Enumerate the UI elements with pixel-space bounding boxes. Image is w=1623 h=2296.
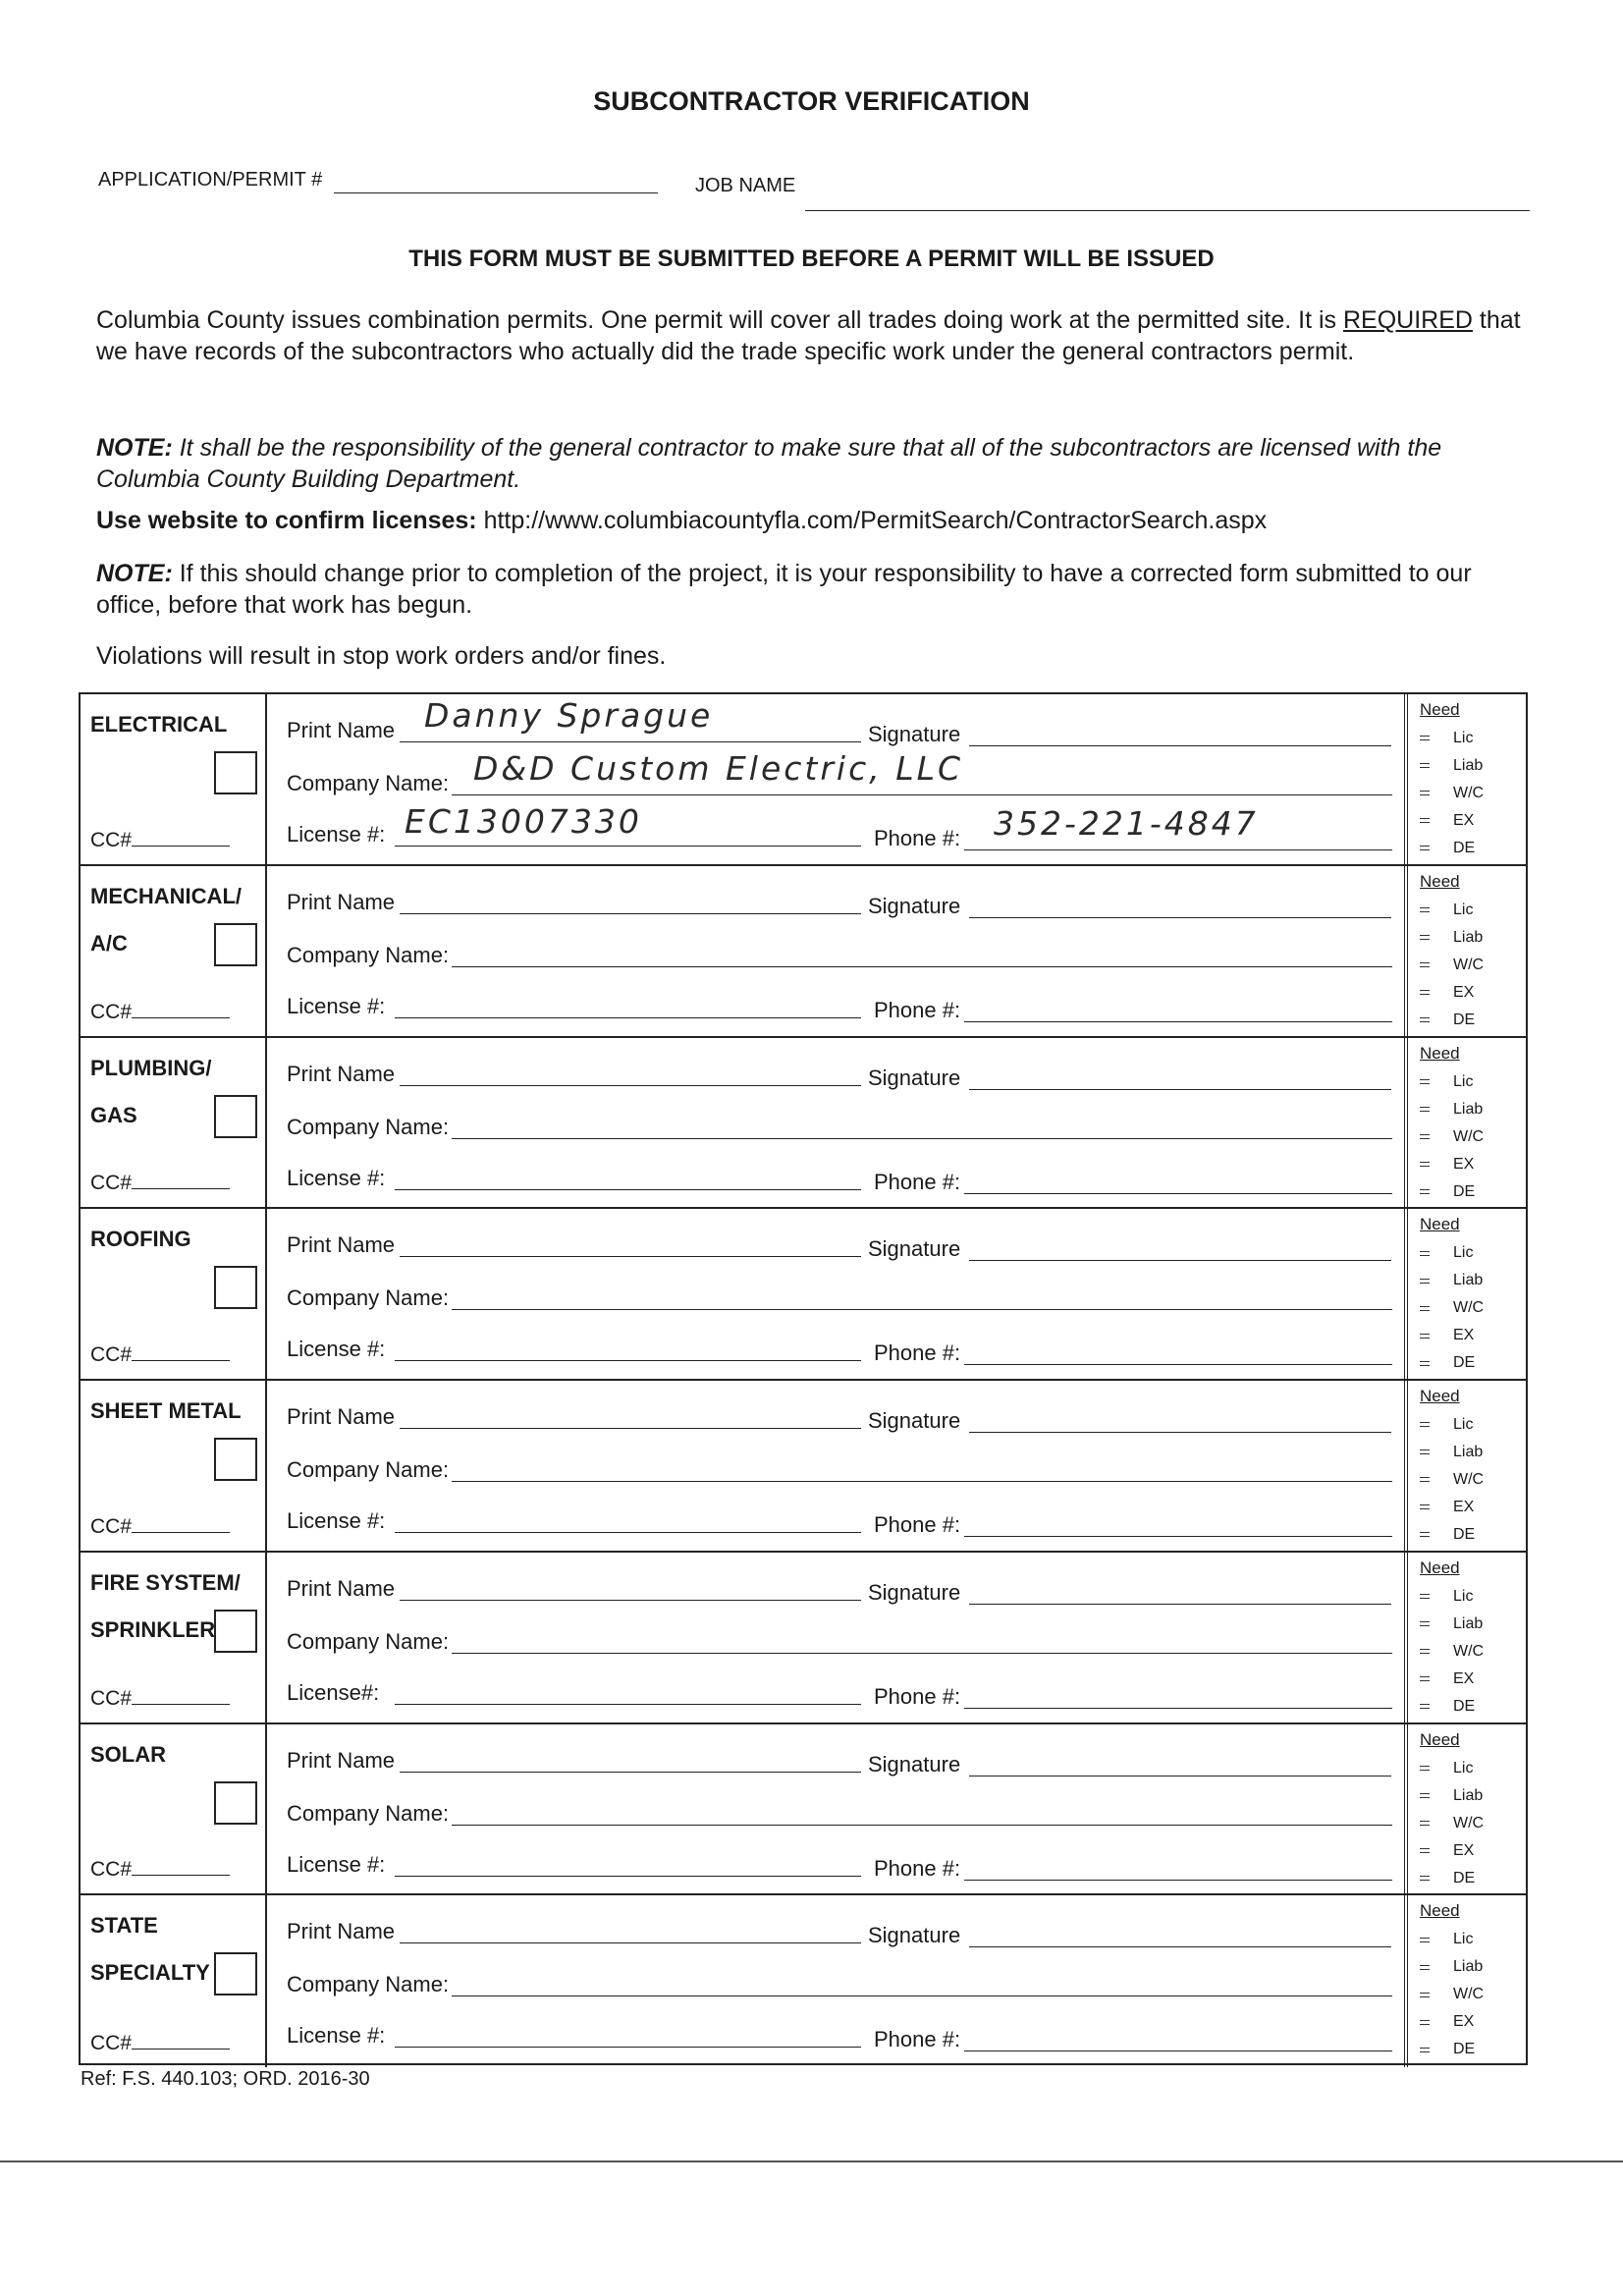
need-checkbox[interactable]: [1420, 763, 1430, 768]
need-option-wc[interactable]: [1420, 1299, 1484, 1317]
trade-checkbox[interactable]: [214, 1438, 257, 1481]
need-option-de[interactable]: [1420, 1011, 1475, 1029]
trade-row-plumbing: [81, 1038, 1526, 1210]
need-option-lic[interactable]: [1420, 1244, 1473, 1262]
need-checkbox[interactable]: [1420, 2048, 1430, 2052]
need-checkbox[interactable]: [1420, 2020, 1430, 2025]
print-name-field[interactable]: [400, 1772, 861, 1773]
note-label: NOTE:: [96, 560, 173, 587]
need-heading: Need: [1420, 1215, 1460, 1234]
need-option-label: Liab: [1453, 1786, 1484, 1804]
need-checkbox[interactable]: [1420, 1821, 1430, 1826]
need-option-de[interactable]: [1420, 1870, 1475, 1887]
signature-field[interactable]: [969, 917, 1391, 918]
need-option-label: Lic: [1453, 1072, 1474, 1090]
need-checkbox[interactable]: [1420, 1134, 1430, 1139]
need-column: [1404, 1895, 1526, 2067]
submission-warning: THIS FORM MUST BE SUBMITTED BEFORE A PERMIT WILL BE ISSUED: [408, 246, 1215, 272]
company-name-label: Company Name:: [287, 1972, 450, 1997]
need-option-de[interactable]: [1420, 1183, 1475, 1201]
need-heading: Need: [1420, 700, 1460, 719]
license-field[interactable]: [395, 1876, 861, 1877]
need-option-liab[interactable]: [1420, 1958, 1483, 1976]
cc-label: CC#: [90, 828, 133, 851]
need-option-lic[interactable]: [1420, 1760, 1473, 1777]
phone-field[interactable]: [964, 1536, 1392, 1537]
license-label: License #:: [287, 1851, 386, 1877]
signature-label: Signature: [868, 1923, 961, 1948]
need-checkbox[interactable]: [1420, 1965, 1430, 1970]
print-name-field[interactable]: [400, 913, 861, 914]
print-name-label: Print Name: [287, 889, 396, 914]
company-name-label: Company Name:: [287, 1114, 450, 1139]
trade-checkbox[interactable]: [214, 751, 257, 794]
phone-value: 352-221-4847: [994, 804, 1259, 843]
company-name-label: Company Name:: [287, 1800, 450, 1826]
need-checkbox[interactable]: [1420, 1361, 1430, 1366]
need-column: [1404, 866, 1526, 1036]
need-column: [1404, 1381, 1526, 1551]
phone-field[interactable]: [964, 1364, 1392, 1365]
signature-label: Signature: [868, 1065, 961, 1090]
phone-label: Phone #:: [874, 1169, 961, 1194]
print-name-field[interactable]: [400, 1600, 861, 1601]
need-option-wc[interactable]: [1420, 1815, 1484, 1832]
need-checkbox[interactable]: [1420, 1532, 1430, 1537]
need-option-de[interactable]: [1420, 1354, 1475, 1372]
need-heading: Need: [1420, 1558, 1460, 1577]
need-option-label: Lic: [1453, 1587, 1474, 1605]
signature-field[interactable]: [969, 745, 1391, 746]
cc-label: CC#: [90, 1686, 133, 1710]
website-label: Use website to confirm licenses:: [96, 507, 477, 534]
need-option-wc[interactable]: [1420, 957, 1484, 974]
license-field[interactable]: [395, 1017, 861, 1018]
need-checkbox[interactable]: [1420, 1017, 1430, 1022]
need-heading: Need: [1420, 871, 1460, 891]
need-option-label: EX: [1453, 1327, 1475, 1344]
cc-number-field[interactable]: [90, 1342, 230, 1367]
need-option-liab[interactable]: [1420, 1272, 1483, 1289]
trade-name: ROOFING: [90, 1227, 191, 1252]
need-column: [1404, 1038, 1526, 1208]
need-heading: Need: [1420, 1729, 1460, 1749]
need-option-ex[interactable]: [1420, 2013, 1474, 2031]
company-name-label: Company Name:: [287, 1628, 450, 1654]
need-option-lic[interactable]: [1420, 902, 1473, 919]
trade-checkbox[interactable]: [214, 1266, 257, 1309]
print-name-field[interactable]: [400, 1428, 861, 1429]
violations-text: Violations will result in stop work orders and/or fines.: [96, 642, 667, 670]
cc-number-field[interactable]: [90, 1000, 230, 1024]
trade-checkbox[interactable]: [214, 1095, 257, 1138]
need-option-lic[interactable]: [1420, 1588, 1473, 1606]
need-option-label: Lic: [1453, 1416, 1474, 1433]
trade-name-line2: SPRINKLER: [90, 1616, 216, 1642]
phone-label: Phone #:: [874, 1512, 961, 1537]
trade-cell: [81, 1209, 267, 1379]
phone-field[interactable]: [964, 1880, 1392, 1881]
print-name-label: Print Name: [287, 1919, 396, 1944]
license-field[interactable]: [395, 1189, 861, 1190]
trade-name: ELECTRICAL: [90, 712, 228, 737]
need-option-label: Lic: [1453, 730, 1474, 746]
cc-label: CC#: [90, 1000, 133, 1023]
cc-label: CC#: [90, 2032, 133, 2054]
need-column: [1404, 1209, 1526, 1379]
note-changes: [96, 558, 1530, 621]
need-checkbox[interactable]: [1420, 1594, 1430, 1599]
need-checkbox[interactable]: [1420, 962, 1430, 967]
need-checkbox[interactable]: [1420, 1334, 1430, 1339]
note-licensing: [96, 432, 1530, 495]
need-checkbox[interactable]: [1420, 1676, 1430, 1681]
trade-name: SOLAR: [90, 1741, 166, 1767]
need-option-label: Lic: [1453, 1759, 1474, 1777]
website-line: [96, 505, 1530, 536]
need-checkbox[interactable]: [1420, 1251, 1430, 1256]
need-option-lic[interactable]: [1420, 1931, 1473, 1948]
job-name-label: JOB NAME: [695, 175, 796, 196]
need-option-lic[interactable]: [1420, 1073, 1473, 1091]
need-option-wc[interactable]: [1420, 1471, 1484, 1489]
note-label: NOTE:: [96, 434, 173, 462]
need-option-label: W/C: [1453, 1299, 1485, 1317]
need-option-ex[interactable]: [1420, 812, 1474, 830]
company-name-field[interactable]: [452, 1653, 1392, 1654]
subcontractor-table: [79, 692, 1528, 2065]
need-option-label: EX: [1453, 1841, 1475, 1859]
need-checkbox[interactable]: [1420, 1189, 1430, 1194]
need-checkbox[interactable]: [1420, 1306, 1430, 1311]
need-checkbox[interactable]: [1420, 818, 1430, 823]
need-option-liab[interactable]: [1420, 929, 1483, 947]
need-option-liab[interactable]: [1420, 757, 1483, 775]
signature-field[interactable]: [969, 1432, 1391, 1433]
cc-number-field[interactable]: [90, 2031, 230, 2055]
license-label: License #:: [287, 1337, 386, 1362]
need-option-label: EX: [1453, 2013, 1475, 2031]
license-field[interactable]: [395, 1360, 861, 1361]
need-option-label: DE: [1453, 2041, 1476, 2058]
signature-field[interactable]: [969, 1946, 1391, 1947]
trade-checkbox[interactable]: [214, 1781, 257, 1825]
trade-checkbox[interactable]: [214, 1952, 257, 1995]
license-field[interactable]: [395, 1532, 861, 1533]
need-checkbox[interactable]: [1420, 846, 1430, 850]
need-option-liab[interactable]: [1420, 1101, 1483, 1119]
print-name-label: Print Name: [287, 1061, 396, 1086]
need-option-de[interactable]: [1420, 1526, 1475, 1544]
need-column: [1404, 694, 1526, 864]
need-option-label: DE: [1453, 1354, 1476, 1372]
need-option-wc[interactable]: [1420, 1643, 1484, 1661]
need-option-ex[interactable]: [1420, 1327, 1474, 1344]
need-checkbox[interactable]: [1420, 1993, 1430, 1997]
need-option-label: Lic: [1453, 1931, 1474, 1948]
need-option-wc[interactable]: [1420, 785, 1484, 802]
phone-field[interactable]: [964, 1708, 1392, 1709]
need-checkbox[interactable]: [1420, 1704, 1430, 1709]
trade-row-state: [81, 1895, 1526, 2067]
trade-row-mechanical: [81, 866, 1526, 1038]
signature-field[interactable]: [969, 1089, 1391, 1090]
company-name-field[interactable]: [452, 1481, 1392, 1482]
form-title: SUBCONTRACTOR VERIFICATION: [593, 86, 1030, 116]
need-option-label: EX: [1453, 1499, 1475, 1515]
reference-note: Ref: F.S. 440.103; ORD. 2016-30: [81, 2068, 370, 2090]
cc-label: CC#: [90, 1858, 133, 1882]
license-label: License #:: [287, 822, 386, 847]
need-option-label: Liab: [1453, 1100, 1484, 1118]
need-checkbox[interactable]: [1420, 1649, 1430, 1654]
print-name-field[interactable]: [400, 741, 861, 742]
cc-number-field[interactable]: [90, 1857, 230, 1882]
need-option-label: W/C: [1453, 1642, 1485, 1660]
need-checkbox[interactable]: [1420, 1793, 1430, 1798]
trade-name-line2: SPECIALTY: [90, 1960, 210, 1986]
need-option-lic[interactable]: [1420, 1416, 1473, 1434]
permit-number-label: APPLICATION/PERMIT #: [98, 169, 323, 191]
company-name-field[interactable]: [452, 1825, 1392, 1826]
need-checkbox[interactable]: [1420, 1504, 1430, 1509]
phone-label: Phone #:: [874, 1855, 961, 1881]
license-label: License #:: [287, 1165, 386, 1190]
need-option-de[interactable]: [1420, 1698, 1475, 1716]
need-checkbox[interactable]: [1420, 1938, 1430, 1942]
permit-number-field[interactable]: [334, 192, 658, 193]
need-checkbox[interactable]: [1420, 1079, 1430, 1084]
phone-label: Phone #:: [874, 997, 961, 1022]
trade-cell: [81, 1553, 267, 1722]
required-text: REQUIRED: [1342, 306, 1473, 334]
need-option-label: Liab: [1453, 1958, 1484, 1976]
need-checkbox[interactable]: [1420, 736, 1430, 740]
phone-field[interactable]: [964, 1193, 1392, 1194]
need-option-label: EX: [1453, 812, 1475, 829]
license-field[interactable]: [395, 1704, 861, 1705]
print-name-value: Danny Sprague: [424, 696, 714, 735]
need-option-label: W/C: [1453, 1471, 1485, 1488]
cc-label: CC#: [90, 1172, 133, 1195]
company-name-label: Company Name:: [287, 942, 450, 967]
need-option-liab[interactable]: [1420, 1787, 1483, 1805]
cc-number-field[interactable]: [90, 1514, 230, 1539]
intro-text-1: Columbia County issues combination permits. One permit will cover all trades doing work at the permitted site. It is: [96, 306, 1337, 334]
need-option-ex[interactable]: [1420, 1499, 1474, 1516]
note-text: If this should change prior to completion of the project, it is your responsibility to have a corrected form submitted to our office, before that work has begun.: [96, 560, 1472, 619]
company-name-label: Company Name:: [287, 1285, 450, 1311]
need-checkbox[interactable]: [1420, 990, 1430, 995]
need-checkbox[interactable]: [1420, 1162, 1430, 1167]
signature-field[interactable]: [969, 1604, 1391, 1605]
license-label: License #:: [287, 993, 386, 1018]
license-label: License#:: [287, 1679, 380, 1705]
need-option-ex[interactable]: [1420, 984, 1474, 1002]
need-option-label: Lic: [1453, 901, 1474, 918]
phone-label: Phone #:: [874, 1683, 961, 1709]
print-name-field[interactable]: [400, 1942, 861, 1943]
need-option-liab[interactable]: [1420, 1444, 1483, 1461]
need-option-wc[interactable]: [1420, 1128, 1484, 1146]
need-option-ex[interactable]: [1420, 1842, 1474, 1860]
cc-number-field[interactable]: [90, 1686, 230, 1711]
need-option-label: W/C: [1453, 956, 1485, 973]
need-option-label: EX: [1453, 1155, 1475, 1173]
need-option-liab[interactable]: [1420, 1615, 1483, 1633]
trade-cell: [81, 866, 267, 1036]
trade-name: MECHANICAL/: [90, 883, 242, 908]
company-name-field[interactable]: [452, 1138, 1392, 1139]
company-name-field[interactable]: [452, 1995, 1392, 1996]
print-name-label: Print Name: [287, 718, 396, 742]
need-column: [1404, 1553, 1526, 1722]
company-name-label: Company Name:: [287, 771, 450, 795]
need-option-label: W/C: [1453, 1127, 1485, 1145]
trade-checkbox[interactable]: [214, 923, 257, 966]
print-name-label: Print Name: [287, 1404, 396, 1429]
company-name-field[interactable]: [452, 794, 1392, 795]
need-option-label: W/C: [1453, 785, 1485, 801]
need-checkbox[interactable]: [1420, 791, 1430, 795]
license-field[interactable]: [395, 2047, 861, 2048]
need-option-label: Liab: [1453, 928, 1484, 946]
need-option-label: DE: [1453, 1182, 1476, 1200]
need-option-label: Liab: [1453, 757, 1484, 774]
signature-field[interactable]: [969, 1260, 1391, 1261]
page-divider: [0, 2160, 1623, 2162]
trade-row-roofing: [81, 1209, 1526, 1381]
trade-name: STATE: [90, 1913, 158, 1939]
need-checkbox[interactable]: [1420, 1848, 1430, 1853]
need-checkbox[interactable]: [1420, 1107, 1430, 1112]
need-checkbox[interactable]: [1420, 1766, 1430, 1771]
signature-label: Signature: [868, 1236, 961, 1262]
cc-number-field[interactable]: [90, 828, 230, 852]
signature-label: Signature: [868, 1579, 961, 1605]
need-option-label: Lic: [1453, 1244, 1474, 1262]
company-name-field[interactable]: [452, 966, 1392, 967]
phone-field[interactable]: [964, 2050, 1392, 2051]
intro-paragraph: [96, 304, 1530, 367]
need-heading: Need: [1420, 1043, 1460, 1063]
company-name-label: Company Name:: [287, 1457, 450, 1482]
need-option-de[interactable]: [1420, 2041, 1475, 2058]
trade-row-solar: [81, 1724, 1526, 1896]
need-option-label: EX: [1453, 1669, 1475, 1687]
phone-label: Phone #:: [874, 1340, 961, 1366]
phone-label: Phone #:: [874, 2027, 961, 2052]
need-option-label: EX: [1453, 983, 1475, 1001]
need-option-label: W/C: [1453, 1986, 1485, 2003]
print-name-field[interactable]: [400, 1085, 861, 1086]
print-name-label: Print Name: [287, 1575, 396, 1601]
trade-cell: [81, 1895, 267, 2067]
need-option-label: DE: [1453, 1011, 1476, 1028]
signature-label: Signature: [868, 1751, 961, 1777]
cc-number-field[interactable]: [90, 1171, 230, 1195]
need-checkbox[interactable]: [1420, 935, 1430, 940]
trade-cell: [81, 694, 267, 864]
intro-text-2: that we have records of the subcontractors who actually did the trade specific work under the general contractors permit.: [96, 306, 1521, 365]
need-heading: Need: [1420, 1901, 1460, 1921]
trade-cell: [81, 1724, 267, 1894]
job-name-field[interactable]: [805, 210, 1530, 211]
trade-row-fire-system: [81, 1553, 1526, 1724]
cc-label: CC#: [90, 1514, 133, 1538]
signature-label: Signature: [868, 722, 961, 746]
print-name-label: Print Name: [287, 1232, 396, 1258]
need-option-de[interactable]: [1420, 840, 1475, 857]
trade-row-electrical: [81, 694, 1526, 866]
trade-name: PLUMBING/: [90, 1055, 212, 1080]
phone-label: Phone #:: [874, 826, 961, 850]
cc-label: CC#: [90, 1343, 133, 1366]
phone-field[interactable]: [964, 849, 1392, 850]
trade-name: SHEET METAL: [90, 1398, 242, 1423]
print-name-field[interactable]: [400, 1256, 861, 1257]
trade-checkbox[interactable]: [214, 1610, 257, 1653]
need-checkbox[interactable]: [1420, 1279, 1430, 1284]
company-name-field[interactable]: [452, 1309, 1392, 1310]
need-option-label: Liab: [1453, 1272, 1484, 1289]
company-name-value: D&D Custom Electric, LLC: [473, 749, 964, 788]
need-checkbox[interactable]: [1420, 1876, 1430, 1881]
need-option-label: Liab: [1453, 1444, 1484, 1460]
need-checkbox[interactable]: [1420, 1449, 1430, 1454]
trade-cell: [81, 1038, 267, 1208]
need-column: [1404, 1724, 1526, 1894]
trade-row-sheet-metal: [81, 1381, 1526, 1553]
need-option-label: W/C: [1453, 1814, 1485, 1831]
note-text: It shall be the responsibility of the general contractor to make sure that all of the subcontractors are licensed with the Columbia County Building Department.: [96, 434, 1442, 493]
trade-name: FIRE SYSTEM/: [90, 1569, 241, 1595]
trade-cell: [81, 1381, 267, 1551]
need-option-label: DE: [1453, 1869, 1476, 1886]
need-option-ex[interactable]: [1420, 1670, 1474, 1688]
license-label: License #:: [287, 2023, 386, 2049]
license-field[interactable]: [395, 846, 861, 847]
signature-label: Signature: [868, 1408, 961, 1433]
trade-name-line2: A/C: [90, 930, 128, 956]
need-option-label: Liab: [1453, 1614, 1484, 1632]
license-label: License #:: [287, 1508, 386, 1533]
need-option-wc[interactable]: [1420, 1986, 1484, 2003]
print-name-label: Print Name: [287, 1747, 396, 1773]
need-option-ex[interactable]: [1420, 1156, 1474, 1174]
need-option-label: DE: [1453, 1697, 1476, 1715]
signature-label: Signature: [868, 893, 961, 918]
need-option-label: DE: [1453, 1526, 1476, 1543]
need-heading: Need: [1420, 1387, 1460, 1405]
website-url[interactable]: http://www.columbiacountyfla.com/PermitSearch/ContractorSearch.aspx: [476, 507, 1268, 534]
need-checkbox[interactable]: [1420, 1477, 1430, 1482]
need-option-lic[interactable]: [1420, 730, 1473, 747]
need-checkbox[interactable]: [1420, 1621, 1430, 1626]
need-option-label: DE: [1453, 840, 1476, 856]
need-checkbox[interactable]: [1420, 1422, 1430, 1427]
trade-name-line2: GAS: [90, 1102, 137, 1127]
license-value: EC13007330: [405, 802, 642, 841]
signature-field[interactable]: [969, 1776, 1391, 1777]
phone-field[interactable]: [964, 1021, 1392, 1022]
need-checkbox[interactable]: [1420, 907, 1430, 912]
